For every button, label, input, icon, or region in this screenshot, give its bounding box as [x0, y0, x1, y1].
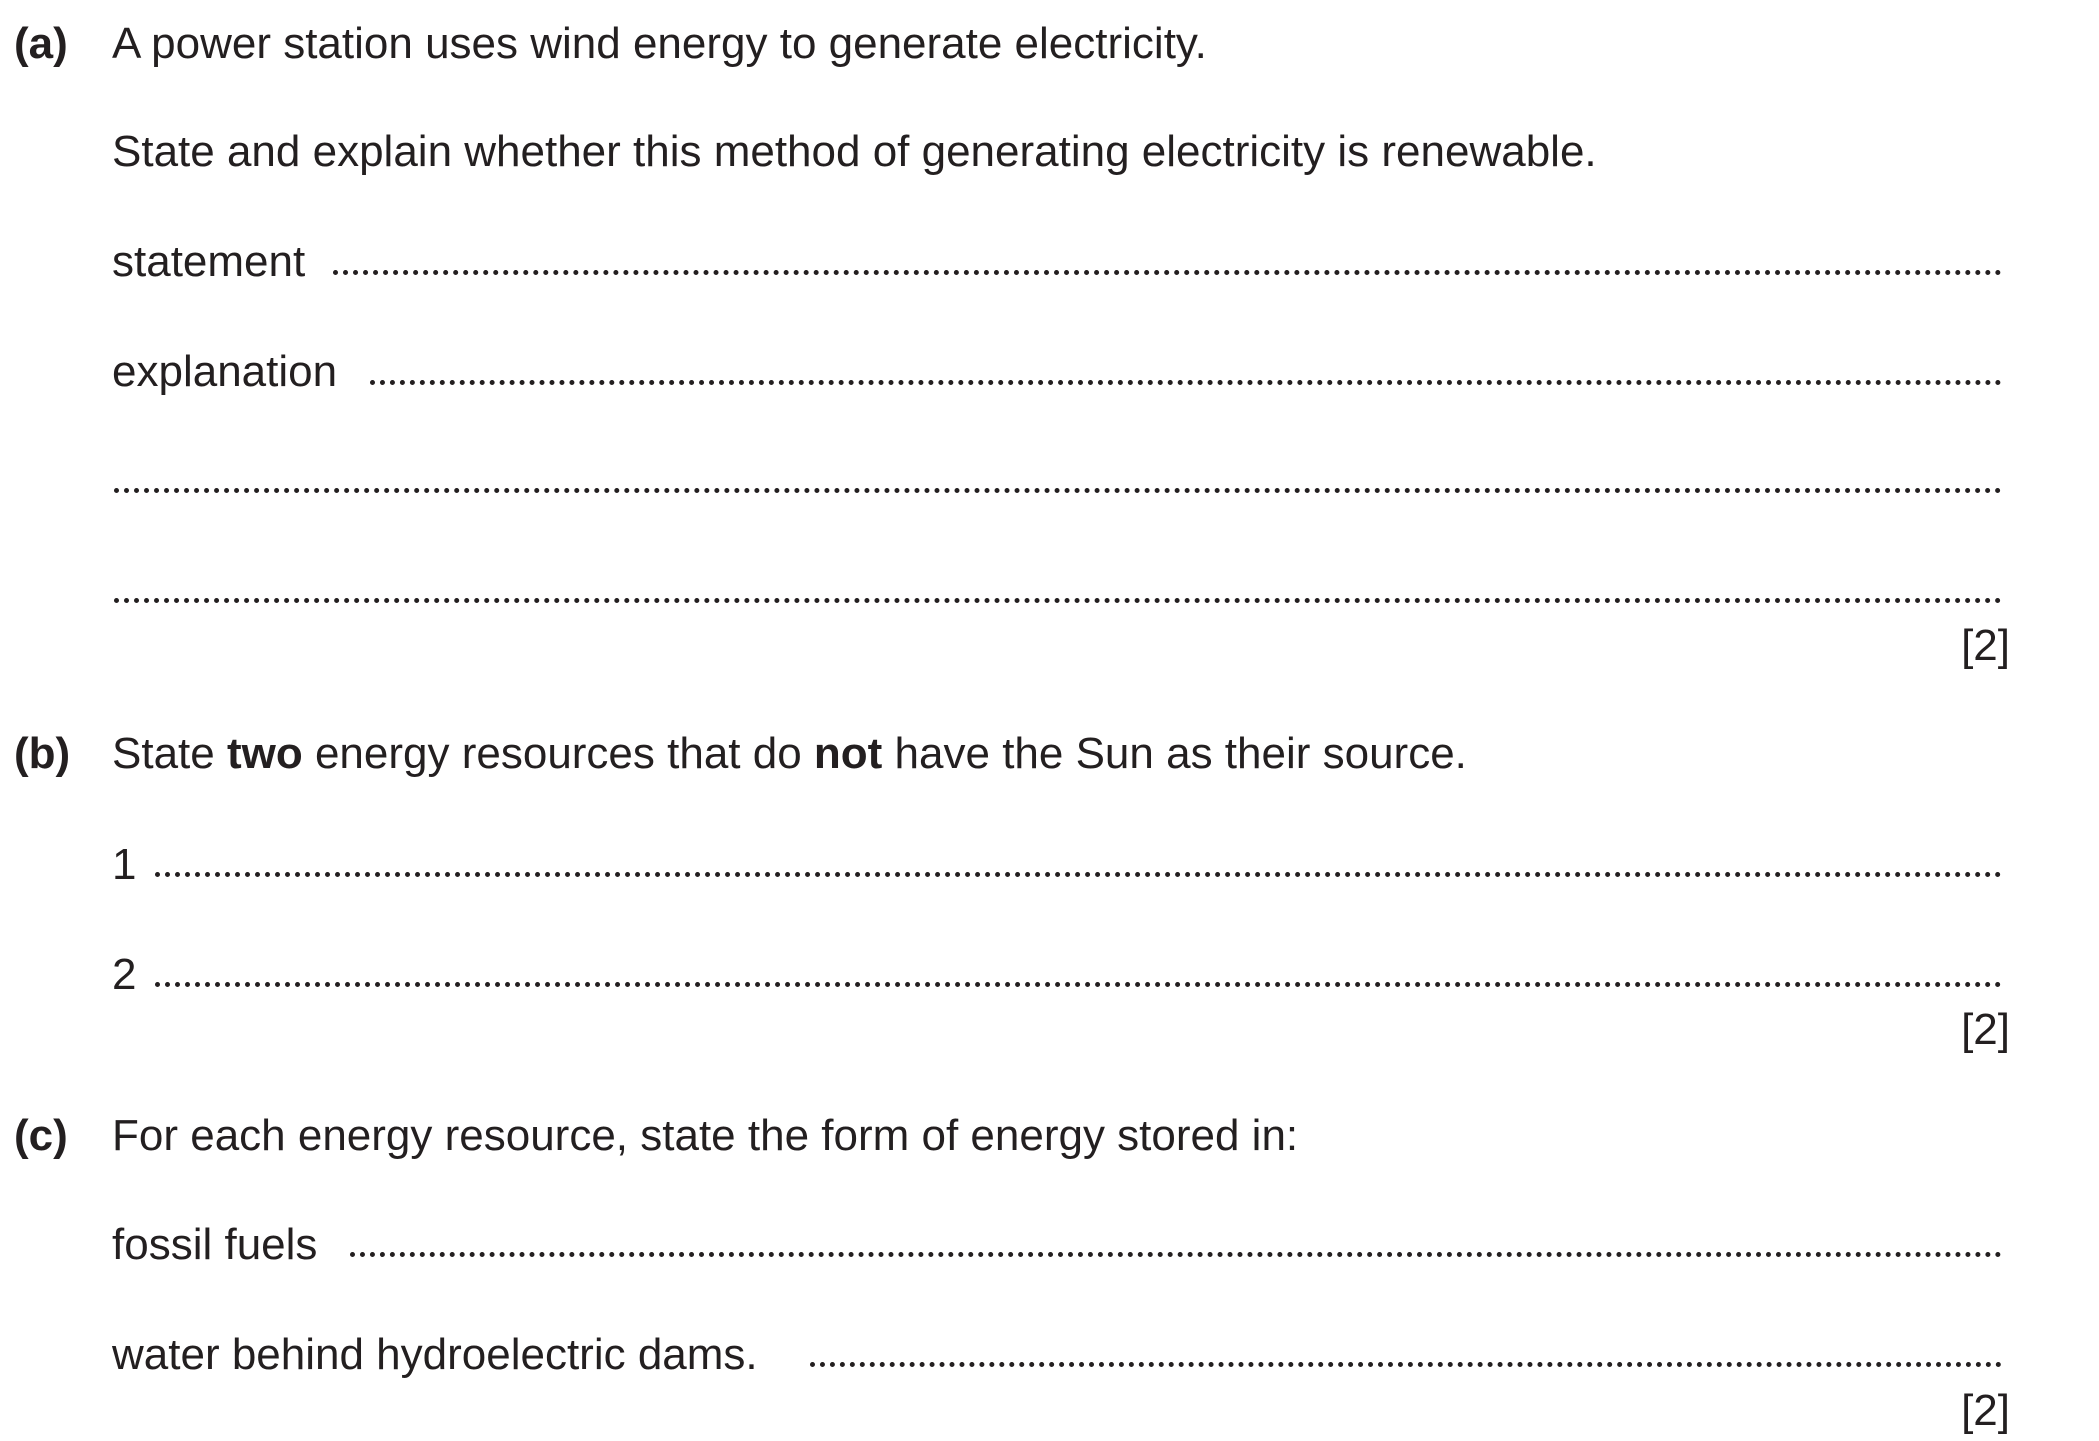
hydroelectric-answer-line[interactable] — [810, 1362, 2002, 1367]
statement-label: statement — [112, 237, 306, 286]
part-b-item-2-number: 2 — [112, 950, 137, 999]
part-b-answer-line-2[interactable] — [155, 982, 2002, 987]
part-b-label: (b) — [14, 729, 71, 778]
emphasis-not: not — [813, 729, 883, 778]
emphasis-two: two — [226, 729, 303, 778]
part-b-marks: [2] — [1961, 1005, 2010, 1054]
part-c-question: For each energy resource, state the form of energy stored in: — [112, 1111, 1299, 1160]
part-c-label: (c) — [14, 1111, 68, 1160]
part-a-label: (a) — [14, 19, 68, 68]
explanation-answer-line-3[interactable] — [114, 598, 2002, 603]
explanation-answer-line-2[interactable] — [114, 488, 2002, 493]
part-a-question: State and explain whether this method of generating electricity is renewable. — [112, 127, 1597, 176]
fossil-fuels-answer-line[interactable] — [350, 1252, 2002, 1257]
fossil-fuels-label: fossil fuels — [112, 1220, 318, 1269]
part-b-item-1-number: 1 — [112, 840, 137, 889]
part-b-answer-line-1[interactable] — [155, 872, 2002, 877]
explanation-label: explanation — [112, 347, 338, 396]
part-b-question: State two energy resources that do not have the Sun as their source. — [112, 729, 1467, 778]
part-a-marks: [2] — [1961, 621, 2010, 670]
hydroelectric-label: water behind hydroelectric dams. — [112, 1330, 758, 1379]
explanation-answer-line-1[interactable] — [370, 380, 2002, 385]
statement-answer-line[interactable] — [333, 270, 2002, 275]
part-a-intro: A power station uses wind energy to generate electricity. — [112, 19, 1207, 68]
part-c-marks: [2] — [1961, 1386, 2010, 1435]
